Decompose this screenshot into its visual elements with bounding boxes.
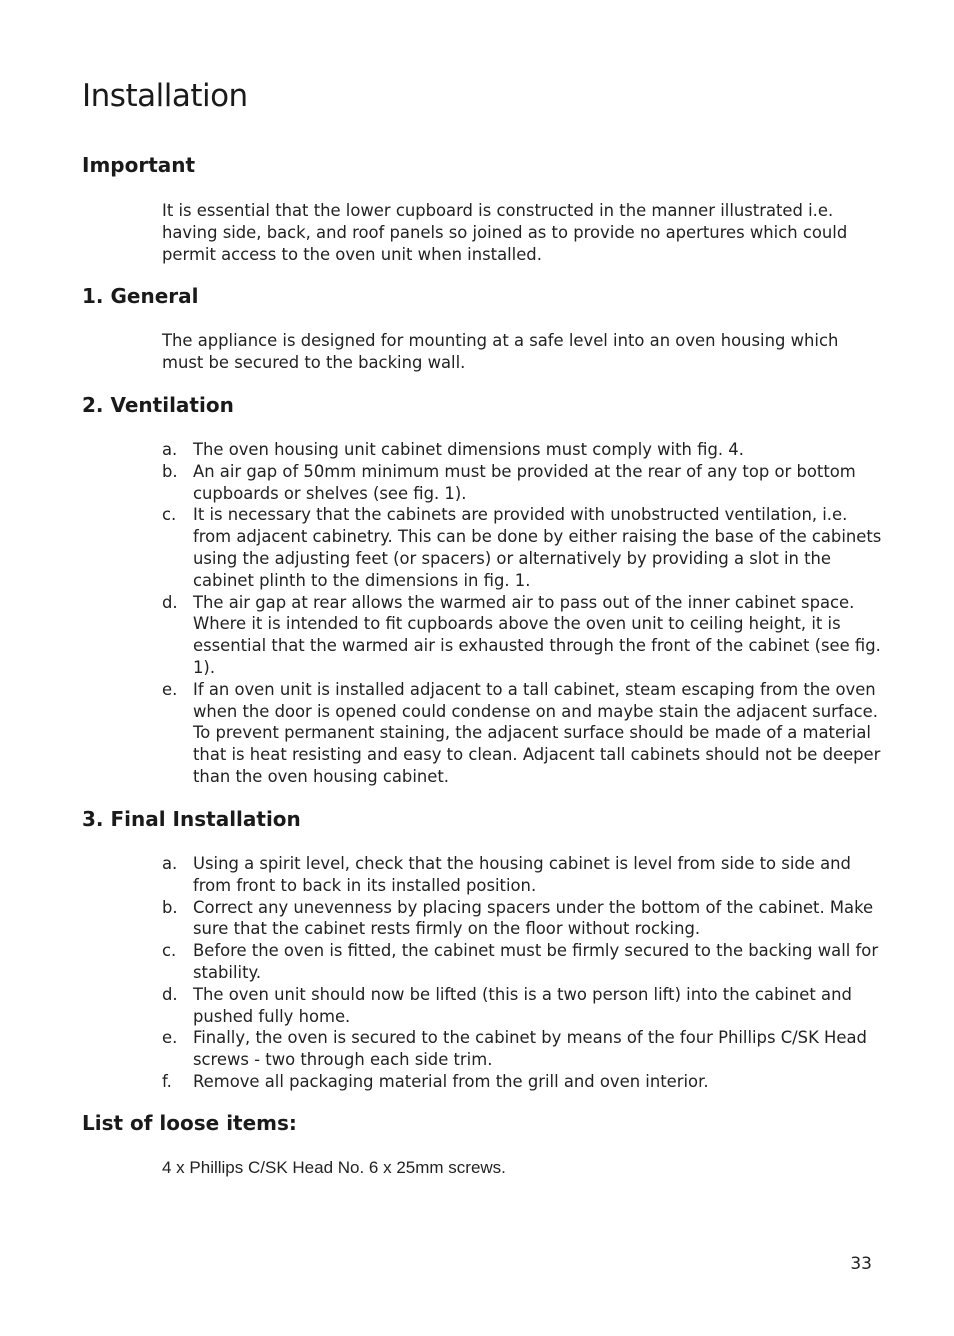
important-text: It is essential that the lower cupboard is constructed in the manner illustrated i.e. having side, back, and roof panels so joined as to provide no apertures which could permit access to the oven unit when installed.	[162, 201, 848, 264]
list-item-text: It is necessary that the cabinets are provided with unobstructed ventilation, i.e. from adjacent cabinetry. This can be done by either raising the base of the cabinets using the adjusting feet (or spacers) or alternatively by providing a slot in the cabinet plinth to the dimensions in fig. 1.	[193, 505, 882, 590]
list-marker: c.	[162, 941, 177, 961]
list-marker: c.	[162, 505, 177, 525]
important-heading: Important	[82, 153, 196, 177]
list-item-text: If an oven unit is installed adjacent to a tall cabinet, steam escaping from the oven when the door is opened could condense on and maybe stain the adjacent surface. To prevent permanent staining, the adjacent surface should be made of a material that is heat resisting and easy to clean. Adjacent tall cabinets should not be deeper than the oven housing cabinet.	[193, 679, 881, 786]
list-item	[162, 439, 882, 461]
list-item	[162, 940, 882, 984]
list-item-text: The air gap at rear allows the warmed air to pass out of the inner cabinet space. Where it is intended to fit cupboards above the oven unit to ceiling height, it is essential that the warmed air is exhausted through the front of the cabinet (see fig. 1).	[193, 592, 881, 677]
general-heading: 1. General	[82, 284, 199, 308]
list-item	[162, 897, 882, 941]
list-marker: b.	[162, 461, 178, 481]
list-marker: f.	[162, 1071, 172, 1091]
loose-items-heading: List of loose items:	[82, 1111, 297, 1135]
list-item-text: An air gap of 50mm minimum must be provided at the rear of any top or bottom cupboards or shelves (see fig. 1).	[193, 461, 856, 503]
page-title: Installation	[82, 78, 248, 114]
list-item-text: Remove all packaging material from the grill and oven interior.	[193, 1071, 709, 1091]
list-item	[162, 679, 882, 788]
list-item-text: The oven housing unit cabinet dimensions must comply with fig. 4.	[193, 440, 744, 459]
list-item-text: Before the oven is fitted, the cabinet must be firmly secured to the backing wall for stability.	[193, 941, 879, 982]
list-marker: e.	[162, 679, 178, 699]
list-item	[162, 504, 882, 591]
list-marker: a.	[162, 854, 178, 873]
list-item	[162, 592, 882, 679]
list-item-text: The oven unit should now be lifted (this is a two person lift) into the cabinet and pushed fully home.	[193, 984, 852, 1026]
list-marker: d.	[162, 592, 178, 612]
list-item-text: Correct any unevenness by placing spacers under the bottom of the cabinet. Make sure that the cabinet rests firmly on the floor without rocking.	[193, 897, 874, 939]
final-installation-list	[162, 853, 882, 1093]
list-item	[162, 461, 882, 505]
list-marker: e.	[162, 1028, 178, 1048]
list-item	[162, 984, 882, 1028]
list-item	[162, 853, 882, 897]
list-marker: b.	[162, 897, 178, 917]
page-number: 33	[850, 1254, 872, 1274]
list-marker: a.	[162, 440, 178, 459]
list-item-text: Finally, the oven is secured to the cabinet by means of the four Phillips C/SK Head screws - two through each side trim.	[193, 1028, 867, 1070]
list-item	[162, 1071, 882, 1093]
ventilation-list	[162, 439, 882, 788]
loose-items-text: 4 x Phillips C/SK Head No. 6 x 25mm screws.	[162, 1158, 506, 1177]
list-marker: d.	[162, 984, 178, 1004]
list-item	[162, 1027, 882, 1071]
general-text: The appliance is designed for mounting at a safe level into an oven housing which must be secured to the backing wall.	[162, 331, 839, 372]
ventilation-heading: 2. Ventilation	[82, 393, 234, 417]
list-item-text: Using a spirit level, check that the housing cabinet is level from side to side and from front to back in its installed position.	[193, 854, 851, 895]
final-installation-heading: 3. Final Installation	[82, 807, 301, 831]
